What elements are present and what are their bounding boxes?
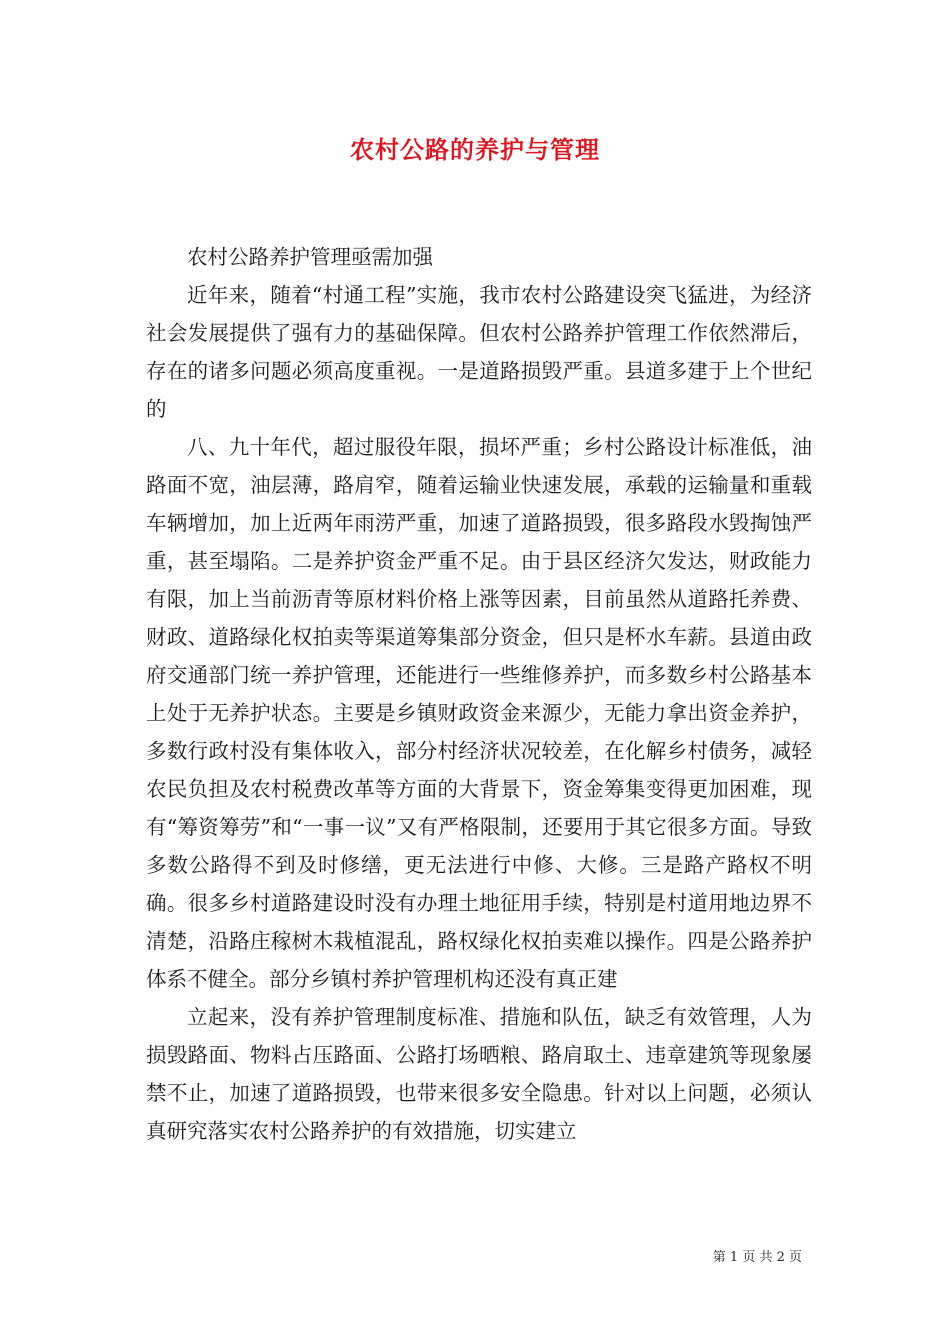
subheading: 农村公路养护管理亟需加强 [187, 245, 433, 269]
document-body [146, 238, 812, 1150]
document-title: 农村公路的养护与管理 [350, 135, 600, 164]
page-number: 第 1 页 共 2 页 [712, 1250, 802, 1265]
paragraph: 八、九十年代，超过服役年限，损坏严重；乡村公路设计标准低，油路面不宽，油层薄，路肩窄，随着运输业快速发展，承载的运输量和重载车辆增加，加上近两年雨涝严重，加速了道路损毁，很多路段水毁掏蚀严重，甚至塌陷。二是养护资金严重不足。由于县区经济欠发达，财政能力有限，加上当前沥青等原材料价格上涨等因素，目前虽然从道路托养费、财政、道路绿化权拍卖等渠道筹集部分资金，但只是杯水车薪。县道由政府交通部门统一养护管理，还能进行一些维修养护，而多数乡村公路基本上处于无养护状态。主要是乡镇财政资金来源少，无能力拿出资金养护，多数行政村没有集体收入，部分村经济状况较差，在化解乡村债务，减轻农民负担及农村税费改革等方面的大背景下，资金筹集变得更加困难，现有“筹资筹劳”和“一事一议”又有严格限制，还要用于其它很多方面。导致多数公路得不到及时修缮，更无法进行中修、大修。三是路产路权不明确。很多乡村道路建设时没有办理土地征用手续，特别是村道用地边界不清楚，沿路庄稼树木栽植混乱，路权绿化权拍卖难以操作。四是公路养护体系不健全。部分乡镇村养护管理机构还没有真正建 [146, 435, 812, 991]
paragraph: 立起来，没有养护管理制度标准、措施和队伍，缺乏有效管理，人为损毁路面、物料占压路面、公路打场晒粮、路肩取土、违章建筑等现象屡禁不止，加速了道路损毁，也带来很多安全隐患。针对以上问题，必须认真研究落实农村公路养护的有效措施，切实建立 [146, 1005, 812, 1143]
paragraph: 近年来，随着“村通工程”实施，我市农村公路建设突飞猛进，为经济社会发展提供了强有力的基础保障。但农村公路养护管理工作依然滞后，存在的诸多问题必须高度重视。一是道路损毁严重。县道多建于上个世纪的 [146, 283, 812, 421]
